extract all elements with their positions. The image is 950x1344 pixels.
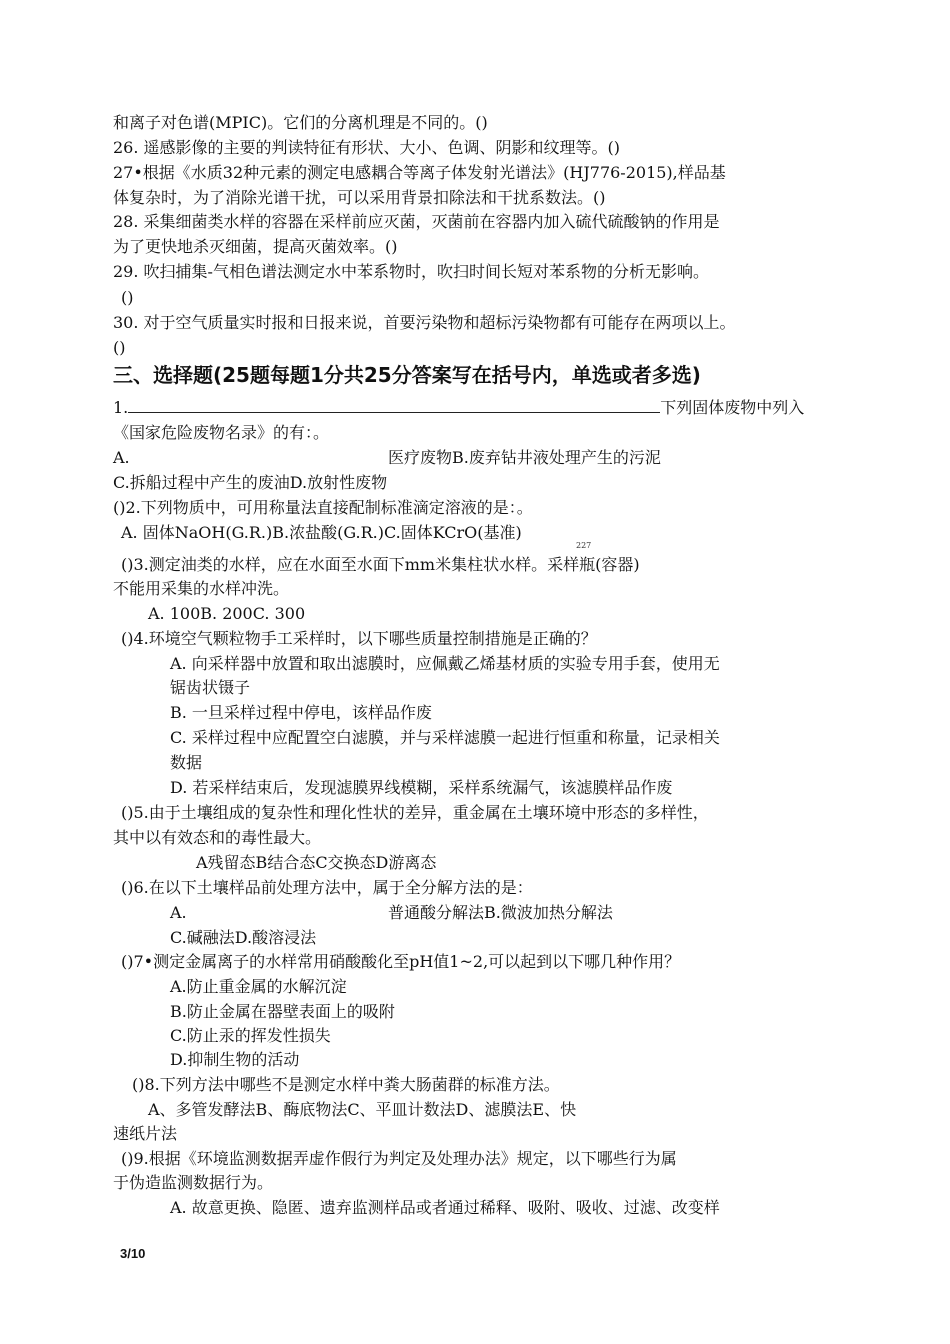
question-29: 29. 吹扫捕集-气相色谱法测定水中苯系物时，吹扫时间长短对苯系物的分析无影响。 <box>113 262 709 281</box>
question-3-options: A. 100B. 200C. 300 <box>148 604 306 623</box>
answer-bracket: () <box>113 338 126 357</box>
question-9-option-a: A. 故意更换、隐匿、遗弃监测样品或者通过稀释、吸附、吸收、过滤、改变样 <box>170 1198 720 1217</box>
question-8-options: A、多管发酵法B、酶底物法C、平皿计数法D、滤膜法E、快 <box>148 1100 577 1119</box>
question-4: ()4.环境空气颗粒物手工采样时，以下哪些质量控制措施是正确的？ <box>121 629 597 648</box>
text-line: 体复杂时，为了消除光谱干扰，可以采用背景扣除法和干扰系数法。() <box>113 188 606 207</box>
text-line: 为了更快地杀灭细菌，提高灭菌效率。() <box>113 237 398 256</box>
question-30: 30. 对于空气质量实时报和日报来说，首要污染物和超标污染物都有可能存在两项以上。 <box>113 313 736 332</box>
page-number: 3/10 <box>120 1246 146 1261</box>
fill-blank <box>128 396 660 413</box>
question-6: ()6.在以下土壤样品前处理方法中，属于全分解方法的是： <box>121 878 533 897</box>
question-4-option-d: D. 若采样结束后，发现滤膜界线模糊，采样系统漏气，该滤膜样品作废 <box>170 778 673 797</box>
question-27: 27•根据《水质32种元素的测定电感耦合等离子体发射光谱法》(HJ776-2015),样品基 <box>113 163 726 182</box>
option-a-text: 医疗废物B.废弃钻井液处理产生的污泥 <box>388 448 661 467</box>
question-8-options-cont: 速纸片法 <box>113 1124 178 1143</box>
answer-bracket: () <box>121 288 134 307</box>
question-4-option-b: B. 一旦采样过程中停电，该样品作废 <box>170 703 432 722</box>
text-line: 和离子对色谱(MPIC)。它们的分离机理是不同的。() <box>113 113 488 132</box>
question-3-line2: 不能用采集的水样冲洗。 <box>113 579 290 598</box>
subscript-note: 227 <box>576 541 592 550</box>
question-4-option-c: C. 采样过程中应配置空白滤膜，并与采样滤膜一起进行恒重和称量，记录相关 <box>170 728 720 747</box>
question-5-line2: 其中以有效态和的毒性最大。 <box>113 828 322 847</box>
question-28: 28. 采集细菌类水样的容器在采样前应灭菌，灭菌前在容器内加入硫代硫酸钠的作用是 <box>113 212 720 231</box>
question-1 <box>113 396 804 420</box>
question-7-option-c: C.防止汞的挥发性损失 <box>170 1026 331 1045</box>
question-4-option-a-cont: 锯齿状镊子 <box>170 678 251 697</box>
question-5: ()5.由于土壤组成的复杂性和理化性状的差异，重金属在土壤环境中形态的多样性， <box>121 803 709 822</box>
option-cd: C.拆船过程中产生的废油D.放射性废物 <box>113 473 388 492</box>
question-3: ()3.测定油类的水样，应在水面至水面下mm米集柱状水样。采样瓶(容器) <box>121 555 640 574</box>
question-4-option-c-cont: 数据 <box>170 753 203 772</box>
section-heading: 三、选择题(25题每题1分共25分答案写在括号内，单选或者多选) <box>113 363 701 387</box>
question-7-option-d: D.抑制生物的活动 <box>170 1050 300 1069</box>
question-8: ()8.下列方法中哪些不是测定水样中粪大肠菌群的标准方法。 <box>132 1075 560 1094</box>
question-text: 下列固体废物中列入 <box>660 398 805 417</box>
option-cd: C.碱融法D.酸溶浸法 <box>170 928 317 947</box>
option-a-label: A. <box>113 448 130 467</box>
question-7-option-b: B.防止金属在器壁表面上的吸附 <box>170 1002 395 1021</box>
question-4-option-a: A. 向采样器中放置和取出滤膜时，应佩戴乙烯基材质的实验专用手套，使用无 <box>170 654 720 673</box>
question-2: ()2.下列物质中，可用称量法直接配制标准滴定溶液的是：。 <box>113 498 533 517</box>
question-9-line2: 于伪造监测数据行为。 <box>113 1173 274 1192</box>
question-7: ()7•测定金属离子的水样常用硝酸酸化至pH值1~2,可以起到以下哪几种作用？ <box>121 952 681 971</box>
question-26: 26. 遥感影像的主要的判读特征有形状、大小、色调、阴影和纹理等。() <box>113 138 621 157</box>
question-9: ()9.根据《环境监测数据弄虚作假行为判定及处理办法》规定，以下哪些行为属 <box>121 1149 677 1168</box>
option-a-text: 普通酸分解法B.微波加热分解法 <box>388 903 613 922</box>
question-5-options: A残留态B结合态C交换态D游离态 <box>196 853 437 872</box>
question-7-option-a: A.防止重金属的水解沉淀 <box>170 977 347 996</box>
question-1-line2: 《国家危险废物名录》的有：。 <box>113 423 330 442</box>
option-a-label: A. <box>170 903 187 922</box>
question-number: 1. <box>113 398 129 417</box>
question-2-options: A. 固体NaOH(G.R.)B.浓盐酸(G.R.)C.固体KCrO(基准) <box>121 523 522 542</box>
